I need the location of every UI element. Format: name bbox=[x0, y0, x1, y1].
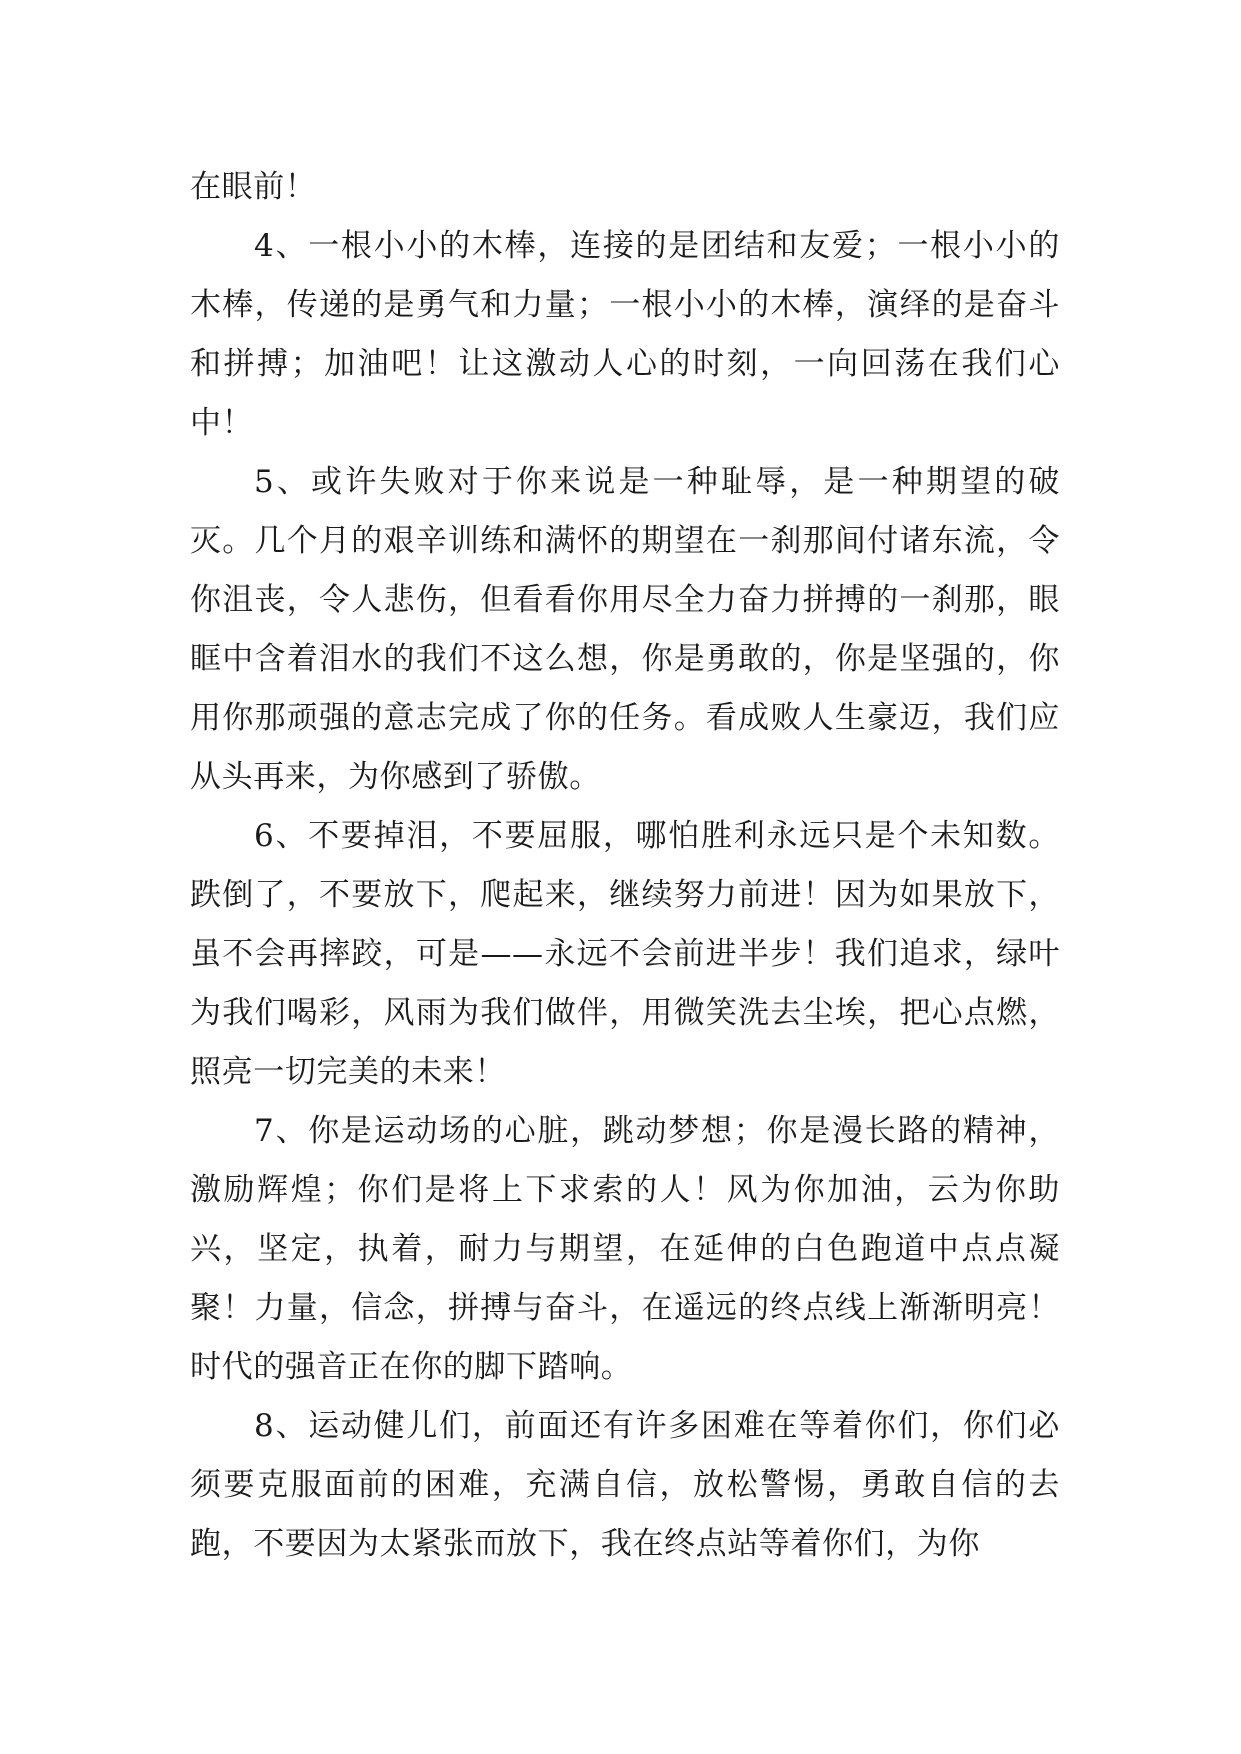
paragraph-item-7: 7、你是运动场的心脏，跳动梦想；你是漫长路的精神，激励辉煌；你们是将上下求索的人！风为你加油，云为你助兴，坚定，执着，耐力与期望，在延伸的白色跑道中点点凝聚！力量，信念，拼搏与奋斗，在遥远的终点线上渐渐明亮！时代的强音正在你的脚下踏响。 bbox=[190, 1113, 1060, 1385]
paragraph-item-5: 5、或许失败对于你来说是一种耻辱，是一种期望的破灭。几个月的艰辛训练和满怀的期望在一刹那间付诸东流，令你沮丧，令人悲伤，但看看你用尽全力奋力拼搏的一刹那，眼眶中含着泪水的我们不这么想，你是勇敢的，你是坚强的，你用你那顽强的意志完成了你的任务。看成败人生豪迈，我们应从头再来，为你感到了骄傲。 bbox=[190, 464, 1060, 795]
paragraph-item-6: 6、不要掉泪，不要屈服，哪怕胜利永远只是个未知数。跌倒了，不要放下，爬起来，继续努力前进！因为如果放下，虽不会再摔跤，可是——永远不会前进半步！我们追求，绿叶为我们喝彩，风雨为我们做伴，用微笑洗去尘埃，把心点燃，照亮一切完美的未来！ bbox=[190, 818, 1060, 1090]
paragraph-continuation: 在眼前！ bbox=[190, 169, 317, 205]
paragraph-item-8: 8、运动健儿们，前面还有许多困难在等着你们，你们必须要克服面前的困难，充满自信，放松警惕，勇敢自信的去跑，不要因为太紧张而放下，我在终点站等着你们，为你 bbox=[190, 1408, 1060, 1562]
body-text bbox=[190, 158, 1060, 1574]
paragraph-item-4: 4、一根小小的木棒，连接的是团结和友爱；一根小小的木棒，传递的是勇气和力量；一根小小的木棒，演绎的是奋斗和拼搏；加油吧！让这激动人心的时刻，一向回荡在我们心中！ bbox=[190, 228, 1060, 441]
